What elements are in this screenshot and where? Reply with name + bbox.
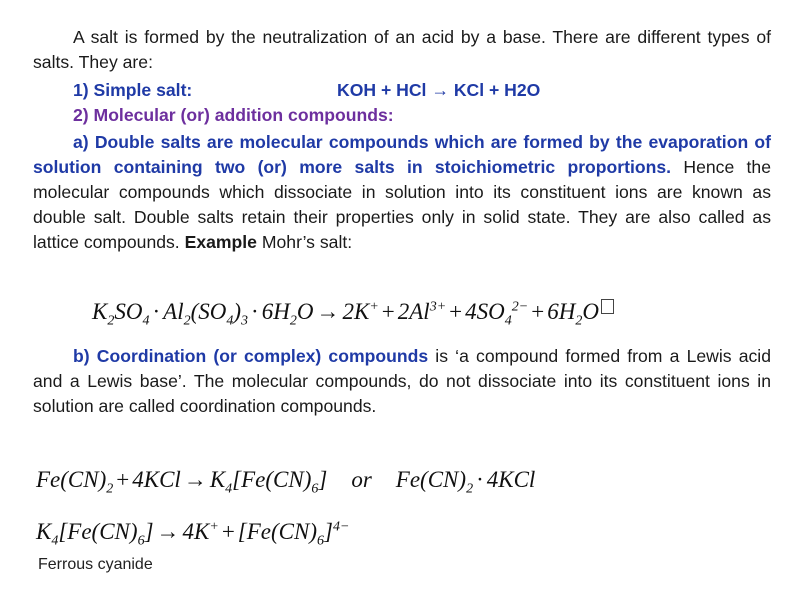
simple-salt-label: 1) Simple salt: (73, 80, 193, 100)
mohr-salt-equation: $K_2SO_4 \cdot Al_2(SO_4)_3 \cdot 6H_2O \to 2K^+ + 2Al^{3+} + 4SO_4^{2-} + 6H_2O$ (92, 299, 614, 330)
ferrous-cyanide-equation-2: $K_4[Fe(CN)_6] \to 4K^+ + [Fe(CN)_6]^{4-}$ (36, 519, 350, 549)
coordination-paragraph (33, 344, 771, 419)
example-text: Mohr’s salt: (256, 232, 353, 252)
ferrous-cyanide-equation-1: $Fe(CN)_2 + 4KCl \to K_4[Fe(CN)_6]$ or $Fe(CN)_2 \cdot 4KCl$ (36, 467, 536, 497)
coordination-body: is ‘a compound formed from a Lewis acid and a Lewis base’. The molecular compounds, do not dissociate into its constituent ions in solution are called coordination compounds. (33, 346, 772, 416)
intro-paragraph (33, 25, 771, 75)
molecular-compounds-title: 2) Molecular (or) addition compounds: (73, 105, 394, 125)
example-label: Example (184, 232, 257, 252)
coordination-heading: b) Coordination (or complex) compounds (73, 346, 429, 366)
double-salts-heading: a) Double salts are molecular compounds which are formed by the evaporation of solution containing two (or) more salts in stoichiometric proportions. (33, 132, 771, 177)
double-salts-body: Hence the molecular compounds which dissociate in solution into its constituent ions are known as double salt. Double salts retain their properties only in solid state. They are also called as lattice compounds. (33, 157, 772, 252)
ferrous-cyanide-caption: Ferrous cyanide (38, 556, 153, 573)
intro-text: A salt is formed by the neutralization of an acid by a base. There are different types of salts. They are: (33, 27, 771, 72)
simple-salt-equation: KOH + HCl → KCl + H2O (337, 80, 541, 100)
missing-glyph-box (601, 299, 614, 314)
double-salts-paragraph (33, 130, 771, 255)
